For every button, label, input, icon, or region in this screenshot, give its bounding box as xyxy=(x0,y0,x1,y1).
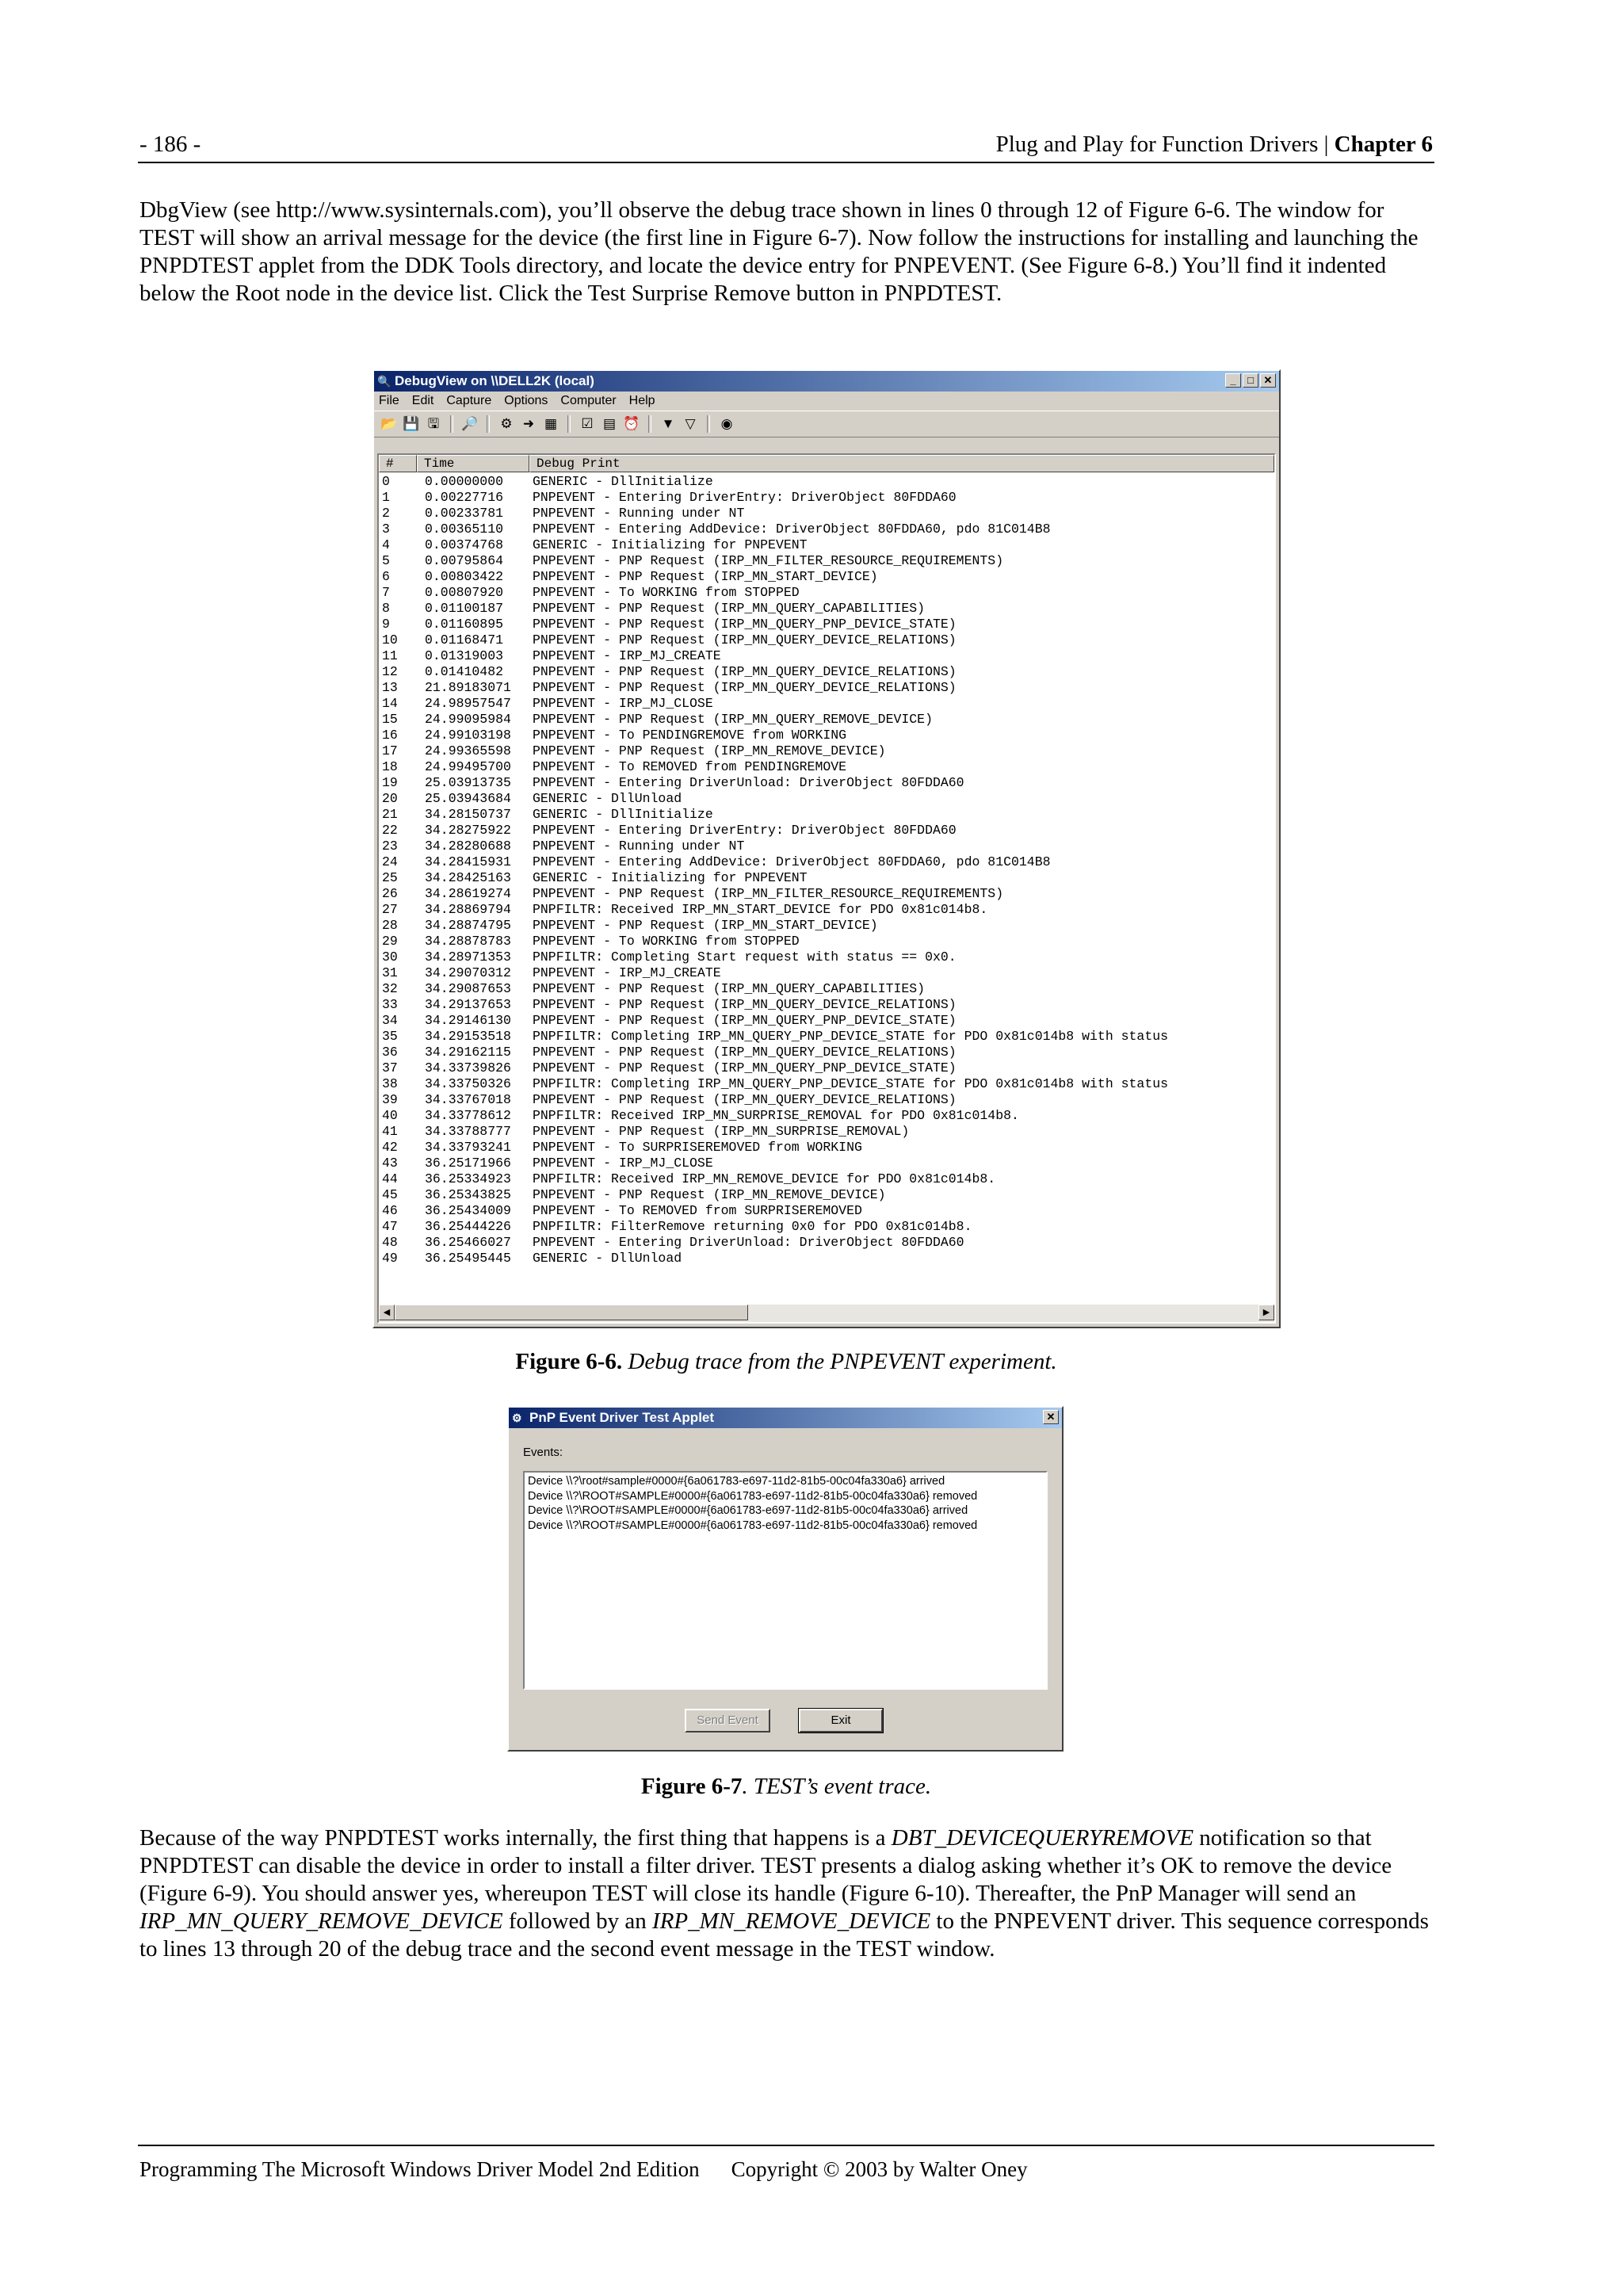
row-debug-print: PNPEVENT - PNP Request (IRP_MN_QUERY_DEVICE_RELATIONS) xyxy=(533,1092,957,1107)
table-row[interactable] xyxy=(379,648,1274,664)
events-list[interactable] xyxy=(523,1471,1048,1690)
row-time: 24.98957547 xyxy=(425,696,511,711)
row-time: 34.33767018 xyxy=(425,1092,511,1107)
row-number: 30 xyxy=(382,949,398,965)
table-row[interactable] xyxy=(379,490,1274,506)
table-row[interactable] xyxy=(379,521,1274,537)
window-controls xyxy=(1043,1410,1059,1424)
table-row[interactable] xyxy=(379,1156,1274,1171)
figure-6-6-caption xyxy=(139,1349,1433,1375)
toolbar-separator xyxy=(648,415,651,433)
row-number: 45 xyxy=(382,1187,398,1202)
row-debug-print: PNPEVENT - PNP Request (IRP_MN_QUERY_DEVICE_RELATIONS) xyxy=(533,997,957,1012)
highlight-icon[interactable]: ▽ xyxy=(685,416,696,431)
table-row[interactable] xyxy=(379,712,1274,728)
row-time: 34.33778612 xyxy=(425,1108,511,1123)
column-header-number[interactable]: # xyxy=(379,455,417,472)
footer-book-title: Programming The Microsoft Windows Driver Model 2nd Edition xyxy=(139,2157,700,2181)
table-row[interactable] xyxy=(379,506,1274,521)
row-time: 0.01168471 xyxy=(425,632,504,648)
row-time: 34.28874795 xyxy=(425,918,511,933)
row-number: 33 xyxy=(382,997,398,1012)
row-time: 36.25444226 xyxy=(425,1219,511,1234)
row-time: 0.01160895 xyxy=(425,617,504,632)
arrow-right-icon[interactable]: ➜ xyxy=(522,416,535,431)
table-row[interactable] xyxy=(379,1219,1274,1235)
row-debug-print: PNPEVENT - PNP Request (IRP_MN_FILTER_RESOURCE_REQUIREMENTS) xyxy=(533,886,1004,901)
table-row[interactable] xyxy=(379,569,1274,585)
row-number: 1 xyxy=(382,490,390,505)
row-number: 47 xyxy=(382,1219,398,1234)
page-footer xyxy=(139,2157,1028,2182)
row-debug-print: GENERIC - DllInitialize xyxy=(533,474,713,489)
row-debug-print: PNPFILTR: Received IRP_MN_START_DEVICE for PDO 0x81c014b8. xyxy=(533,902,988,917)
row-time: 34.33793241 xyxy=(425,1140,511,1155)
debugview-toolbar xyxy=(374,411,1279,437)
table-row[interactable] xyxy=(379,1108,1274,1124)
menu-item-options[interactable]: Options xyxy=(504,394,548,407)
table-row[interactable] xyxy=(379,474,1274,490)
row-time: 24.99095984 xyxy=(425,712,511,727)
row-number: 19 xyxy=(382,775,398,790)
row-debug-print: PNPEVENT - PNP Request (IRP_MN_QUERY_DEVICE_RELATIONS) xyxy=(533,1045,957,1060)
row-time: 34.29162115 xyxy=(425,1045,511,1060)
row-debug-print: PNPEVENT - PNP Request (IRP_MN_QUERY_PNP_DEVICE_STATE) xyxy=(533,1013,957,1028)
capture-kernel-icon[interactable]: ▦ xyxy=(544,416,558,431)
clear-display-icon[interactable]: ☑ xyxy=(581,416,594,431)
table-row[interactable] xyxy=(379,807,1274,823)
row-number: 25 xyxy=(382,870,398,885)
row-number: 2 xyxy=(382,506,390,521)
filter-icon[interactable]: ▼ xyxy=(661,416,675,431)
figure-6-7-caption xyxy=(139,1774,1433,1800)
running-title xyxy=(996,132,1433,158)
text-run: followed by an xyxy=(502,1908,653,1934)
row-debug-print: PNPEVENT - To WORKING from STOPPED xyxy=(533,585,800,600)
row-debug-print: PNPEVENT - PNP Request (IRP_MN_QUERY_DEVICE_RELATIONS) xyxy=(533,632,957,648)
row-number: 0 xyxy=(382,474,390,489)
row-time: 34.28415931 xyxy=(425,854,511,869)
table-row[interactable] xyxy=(379,823,1274,839)
debugview-title: DebugView on \\DELL2K (local) xyxy=(395,373,594,388)
binoculars-icon[interactable]: ◉ xyxy=(720,416,733,431)
open-folder-icon[interactable]: 📂 xyxy=(380,416,398,431)
toolbar-separator xyxy=(450,415,453,433)
row-debug-print: PNPEVENT - To SURPRISEREMOVED from WORKING xyxy=(533,1140,862,1155)
table-row[interactable] xyxy=(379,1013,1274,1029)
row-debug-print: PNPEVENT - To PENDINGREMOVE from WORKING xyxy=(533,728,847,743)
row-number: 10 xyxy=(382,632,398,648)
row-debug-print: PNPFILTR: Received IRP_MN_SURPRISE_REMOVAL for PDO 0x81c014b8. xyxy=(533,1108,1019,1123)
find-icon[interactable]: 🔎 xyxy=(461,416,479,431)
intro-paragraph: DbgView (see http://www.sysinternals.com), you’ll observe the debug trace shown in lines 0 through 12 of Figure 6-6. The window for TEST will show an arrival message for the device (the first line in Figure 6-7). Now follow the instructions for installing and launching the PNPDTEST applet from the DDK Tools directory, and locate the device entry for PNPEVENT. (See Figure 6-8.) You’ll find it indented below the Root node in the device list. Click the Test Surprise Remove button in PNPDTEST. xyxy=(139,197,1419,306)
table-row[interactable] xyxy=(379,949,1274,965)
row-time: 34.28619274 xyxy=(425,886,511,901)
row-number: 5 xyxy=(382,553,390,568)
table-row[interactable] xyxy=(379,997,1274,1013)
row-number: 31 xyxy=(382,965,398,980)
table-row[interactable] xyxy=(379,1076,1274,1092)
table-row[interactable] xyxy=(379,791,1274,807)
row-debug-print: PNPEVENT - To WORKING from STOPPED xyxy=(533,934,800,949)
scroll-left-icon[interactable]: ◀ xyxy=(379,1305,395,1320)
row-debug-print: GENERIC - Initializing for PNPEVENT xyxy=(533,537,808,552)
table-row[interactable] xyxy=(379,902,1274,918)
row-debug-print: PNPEVENT - IRP_MJ_CREATE xyxy=(533,965,721,980)
close-button[interactable]: ✕ xyxy=(1043,1410,1059,1424)
row-number: 34 xyxy=(382,1013,398,1028)
table-row[interactable] xyxy=(379,1029,1274,1045)
row-debug-print: PNPEVENT - PNP Request (IRP_MN_START_DEVICE) xyxy=(533,918,878,933)
row-number: 9 xyxy=(382,617,390,632)
save-log-icon[interactable]: 🖫 xyxy=(427,416,440,431)
italic-term: IRP_MN_REMOVE_DEVICE xyxy=(652,1908,931,1934)
row-time: 0.01100187 xyxy=(425,601,504,616)
row-number: 16 xyxy=(382,728,398,743)
toolbar-separator xyxy=(487,415,490,433)
toolbar-separator xyxy=(707,415,710,433)
menu-item-help[interactable]: Help xyxy=(628,394,655,407)
row-number: 18 xyxy=(382,759,398,774)
row-number: 3 xyxy=(382,521,390,537)
table-row[interactable] xyxy=(379,775,1274,791)
row-time: 0.01319003 xyxy=(425,648,504,663)
row-number: 44 xyxy=(382,1171,398,1186)
header-rule xyxy=(138,162,1434,163)
table-row[interactable] xyxy=(379,759,1274,775)
row-time: 36.25334923 xyxy=(425,1171,511,1186)
row-number: 42 xyxy=(382,1140,398,1155)
row-number: 21 xyxy=(382,807,398,822)
row-number: 37 xyxy=(382,1060,398,1075)
magnifier-app-icon: 🔍 xyxy=(377,375,391,388)
row-debug-print: PNPEVENT - PNP Request (IRP_MN_QUERY_PNP_DEVICE_STATE) xyxy=(533,617,957,632)
table-row[interactable] xyxy=(379,1187,1274,1203)
list-item[interactable]: Device \\?\ROOT#SAMPLE#0000#{6a061783-e697-11d2-81b5-00c04fa330a6} removed xyxy=(528,1519,978,1532)
table-row[interactable] xyxy=(379,918,1274,934)
text-run: Because of the way PNPDTEST works internally, the first thing that happens is a xyxy=(139,1825,892,1851)
row-number: 6 xyxy=(382,569,390,584)
row-debug-print: PNPEVENT - IRP_MJ_CREATE xyxy=(533,648,721,663)
row-number: 24 xyxy=(382,854,398,869)
close-button[interactable]: ✕ xyxy=(1260,373,1276,388)
row-time: 34.29137653 xyxy=(425,997,511,1012)
maximize-button[interactable]: □ xyxy=(1243,373,1258,388)
row-time: 24.99103198 xyxy=(425,728,511,743)
row-debug-print: PNPFILTR: Completing Start request with status == 0x0. xyxy=(533,949,957,965)
figure-label: Figure 6-7 xyxy=(640,1774,743,1799)
row-time: 34.28275922 xyxy=(425,823,511,838)
table-row[interactable] xyxy=(379,839,1274,854)
row-time: 0.00374768 xyxy=(425,537,504,552)
scroll-right-icon[interactable]: ▶ xyxy=(1258,1305,1274,1320)
table-row[interactable] xyxy=(379,1092,1274,1108)
row-number: 7 xyxy=(382,585,390,600)
row-debug-print: GENERIC - DllUnload xyxy=(533,791,682,806)
table-row[interactable] xyxy=(379,1140,1274,1156)
figure-text: . TEST’s event trace. xyxy=(742,1774,932,1799)
footer-copyright: Copyright © 2003 by Walter Oney xyxy=(731,2157,1028,2181)
table-row[interactable] xyxy=(379,680,1274,696)
row-time: 34.28971353 xyxy=(425,949,511,965)
row-debug-print: PNPFILTR: Received IRP_MN_REMOVE_DEVICE for PDO 0x81c014b8. xyxy=(533,1171,996,1186)
row-debug-print: PNPFILTR: Completing IRP_MN_QUERY_PNP_DEVICE_STATE for PDO 0x81c014b8 with status xyxy=(533,1029,1169,1044)
column-header-debug-print[interactable]: Debug Print xyxy=(529,455,1274,472)
row-time: 34.28869794 xyxy=(425,902,511,917)
row-time: 34.33739826 xyxy=(425,1060,511,1075)
text-run: notification so that PNPDTEST can disable the device in order to install a filter driver. TEST presents a dialog asking whether it’s OK to remove the device (Figure 6-9). You should answer yes, whereupon TEST will close its handle (Figure 6-10). Thereafter, the PnP Manager will send an xyxy=(139,1825,1392,1906)
row-time: 0.00000000 xyxy=(425,474,504,489)
row-time: 24.99495700 xyxy=(425,759,511,774)
row-number: 20 xyxy=(382,791,398,806)
table-row[interactable] xyxy=(379,1251,1274,1266)
row-debug-print: PNPEVENT - Entering DriverUnload: DriverObject 80FDDA60 xyxy=(533,775,964,790)
row-number: 22 xyxy=(382,823,398,838)
row-number: 49 xyxy=(382,1251,398,1266)
row-number: 12 xyxy=(382,664,398,679)
row-debug-print: PNPEVENT - PNP Request (IRP_MN_QUERY_CAPABILITIES) xyxy=(533,601,926,616)
time-format-icon[interactable]: ▤ xyxy=(602,416,617,431)
closing-paragraph xyxy=(139,1824,1433,1963)
running-title-text: Plug and Play for Function Drivers | xyxy=(995,132,1335,157)
debug-rows xyxy=(379,472,1274,1266)
pnp-applet-titlebar[interactable] xyxy=(509,1408,1062,1428)
row-debug-print: PNPEVENT - IRP_MJ_CLOSE xyxy=(533,696,713,711)
table-row[interactable] xyxy=(379,696,1274,712)
page-number: - 186 - xyxy=(139,132,201,157)
capture-gear-icon[interactable]: ⚙ xyxy=(500,416,513,431)
row-number: 14 xyxy=(382,696,398,711)
row-number: 8 xyxy=(382,601,390,616)
row-number: 38 xyxy=(382,1076,398,1091)
row-debug-print: PNPEVENT - Entering DriverUnload: DriverObject 80FDDA60 xyxy=(533,1235,964,1250)
scrollbar-thumb[interactable] xyxy=(395,1305,748,1320)
table-row[interactable] xyxy=(379,553,1274,569)
row-debug-print: GENERIC - Initializing for PNPEVENT xyxy=(533,870,808,885)
italic-term: DBT_DEVICEQUERYREMOVE xyxy=(891,1825,1194,1851)
column-headers xyxy=(379,455,1274,472)
row-number: 46 xyxy=(382,1203,398,1218)
pnp-applet-window xyxy=(507,1406,1064,1752)
row-debug-print: PNPEVENT - IRP_MJ_CLOSE xyxy=(533,1156,713,1171)
row-debug-print: PNPEVENT - PNP Request (IRP_MN_QUERY_REMOVE_DEVICE) xyxy=(533,712,933,727)
horizontal-scrollbar[interactable] xyxy=(379,1305,1274,1322)
events-label: Events: xyxy=(523,1446,563,1459)
row-time: 0.01410482 xyxy=(425,664,504,679)
row-time: 0.00227716 xyxy=(425,490,504,505)
menu-item-edit[interactable]: Edit xyxy=(411,394,434,407)
row-debug-print: GENERIC - DllUnload xyxy=(533,1251,682,1266)
row-time: 34.29087653 xyxy=(425,981,511,996)
row-debug-print: PNPEVENT - To REMOVED from SURPRISEREMOVED xyxy=(533,1203,862,1218)
table-row[interactable] xyxy=(379,1060,1274,1076)
row-time: 0.00365110 xyxy=(425,521,504,537)
row-debug-print: PNPEVENT - To REMOVED from PENDINGREMOVE xyxy=(533,759,847,774)
row-time: 25.03913735 xyxy=(425,775,511,790)
footer-rule xyxy=(138,2145,1434,2146)
row-time: 36.25171966 xyxy=(425,1156,511,1171)
text-run: to the PNPEVENT driver. This sequence corresponds to lines 13 through 20 of the debug trace and the second event message in the TEST window. xyxy=(139,1908,1429,1962)
row-debug-print: PNPEVENT - Running under NT xyxy=(533,506,745,521)
table-row[interactable] xyxy=(379,601,1274,617)
toolbar-separator xyxy=(567,415,571,433)
row-time: 24.99365598 xyxy=(425,743,511,758)
row-number: 43 xyxy=(382,1156,398,1171)
row-debug-print: PNPEVENT - PNP Request (IRP_MN_QUERY_PNP_DEVICE_STATE) xyxy=(533,1060,957,1075)
row-time: 34.29153518 xyxy=(425,1029,511,1044)
table-row[interactable] xyxy=(379,537,1274,553)
row-time: 34.29146130 xyxy=(425,1013,511,1028)
figure-label: Figure 6-6. xyxy=(515,1349,623,1374)
minimize-button[interactable]: _ xyxy=(1225,373,1241,388)
debug-output-list[interactable] xyxy=(377,453,1276,1324)
row-time: 34.28878783 xyxy=(425,934,511,949)
table-row[interactable] xyxy=(379,1171,1274,1187)
row-number: 26 xyxy=(382,886,398,901)
row-debug-print: PNPEVENT - Entering AddDevice: DriverObject 80FDDA60, pdo 81C014B8 xyxy=(533,854,1051,869)
debugview-window xyxy=(372,369,1281,1328)
table-row[interactable] xyxy=(379,664,1274,680)
row-time: 36.25434009 xyxy=(425,1203,511,1218)
row-time: 34.28280688 xyxy=(425,839,511,854)
row-time: 36.25466027 xyxy=(425,1235,511,1250)
table-row[interactable] xyxy=(379,934,1274,949)
row-time: 34.28425163 xyxy=(425,870,511,885)
row-number: 29 xyxy=(382,934,398,949)
row-number: 39 xyxy=(382,1092,398,1107)
row-time: 34.33788777 xyxy=(425,1124,511,1139)
table-row[interactable] xyxy=(379,1203,1274,1219)
row-number: 23 xyxy=(382,839,398,854)
row-debug-print: PNPFILTR: Completing IRP_MN_QUERY_PNP_DEVICE_STATE for PDO 0x81c014b8 with status xyxy=(533,1076,1169,1091)
row-number: 17 xyxy=(382,743,398,758)
row-debug-print: GENERIC - DllInitialize xyxy=(533,807,713,822)
table-row[interactable] xyxy=(379,1045,1274,1060)
row-debug-print: PNPEVENT - Entering AddDevice: DriverObject 80FDDA60, pdo 81C014B8 xyxy=(533,521,1051,537)
italic-term: IRP_MN_QUERY_REMOVE_DEVICE xyxy=(139,1908,503,1934)
row-time: 36.25495445 xyxy=(425,1251,511,1266)
row-time: 34.29070312 xyxy=(425,965,511,980)
table-row[interactable] xyxy=(379,981,1274,997)
row-number: 4 xyxy=(382,537,390,552)
window-controls xyxy=(1225,373,1276,388)
menu-item-computer[interactable]: Computer xyxy=(560,394,617,407)
row-number: 41 xyxy=(382,1124,398,1139)
row-number: 27 xyxy=(382,902,398,917)
row-time: 0.00795864 xyxy=(425,553,504,568)
table-row[interactable] xyxy=(379,585,1274,601)
debugview-menubar xyxy=(374,392,1279,411)
row-debug-print: PNPFILTR: FilterRemove returning 0x0 for PDO 0x81c014b8. xyxy=(533,1219,972,1234)
menu-item-capture[interactable]: Capture xyxy=(446,394,492,407)
row-time: 34.33750326 xyxy=(425,1076,511,1091)
row-time: 0.00807920 xyxy=(425,585,504,600)
applet-app-icon: ⚙ xyxy=(512,1412,522,1424)
row-debug-print: PNPEVENT - PNP Request (IRP_MN_REMOVE_DEVICE) xyxy=(533,743,886,758)
save-disk-icon[interactable]: 💾 xyxy=(403,416,420,431)
row-debug-print: PNPEVENT - PNP Request (IRP_MN_QUERY_DEVICE_RELATIONS) xyxy=(533,664,957,679)
list-item[interactable]: Device \\?\root#sample#0000#{6a061783-e697-11d2-81b5-00c04fa330a6} arrived xyxy=(528,1475,945,1488)
row-time: 36.25343825 xyxy=(425,1187,511,1202)
row-time: 0.00233781 xyxy=(425,506,504,521)
row-debug-print: PNPEVENT - PNP Request (IRP_MN_START_DEVICE) xyxy=(533,569,878,584)
debugview-titlebar[interactable] xyxy=(374,371,1279,392)
row-number: 11 xyxy=(382,648,398,663)
table-row[interactable] xyxy=(379,886,1274,902)
table-row[interactable] xyxy=(379,1124,1274,1140)
send-event-button[interactable]: Send Event xyxy=(685,1709,770,1733)
row-debug-print: PNPEVENT - Entering DriverEntry: DriverObject 80FDDA60 xyxy=(533,490,957,505)
clock-icon[interactable]: ⏰ xyxy=(623,416,640,431)
menu-item-file[interactable]: File xyxy=(379,394,399,407)
row-number: 40 xyxy=(382,1108,398,1123)
running-header xyxy=(139,132,1433,163)
row-debug-print: PNPEVENT - PNP Request (IRP_MN_REMOVE_DEVICE) xyxy=(533,1187,886,1202)
table-row[interactable] xyxy=(379,617,1274,632)
running-chapter: Chapter 6 xyxy=(1334,132,1433,157)
row-number: 32 xyxy=(382,981,398,996)
row-number: 15 xyxy=(382,712,398,727)
row-debug-print: PNPEVENT - PNP Request (IRP_MN_SURPRISE_REMOVAL) xyxy=(533,1124,910,1139)
table-row[interactable] xyxy=(379,1235,1274,1251)
table-row[interactable] xyxy=(379,854,1274,870)
pnp-applet-title: PnP Event Driver Test Applet xyxy=(529,1410,715,1425)
row-debug-print: PNPEVENT - Entering DriverEntry: DriverObject 80FDDA60 xyxy=(533,823,957,838)
row-number: 13 xyxy=(382,680,398,695)
row-number: 36 xyxy=(382,1045,398,1060)
table-row[interactable] xyxy=(379,965,1274,981)
list-item[interactable]: Device \\?\ROOT#SAMPLE#0000#{6a061783-e697-11d2-81b5-00c04fa330a6} arrived xyxy=(528,1504,968,1517)
row-time: 34.28150737 xyxy=(425,807,511,822)
row-time: 0.00803422 xyxy=(425,569,504,584)
row-number: 28 xyxy=(382,918,398,933)
row-debug-print: PNPEVENT - PNP Request (IRP_MN_FILTER_RESOURCE_REQUIREMENTS) xyxy=(533,553,1004,568)
row-debug-print: PNPEVENT - PNP Request (IRP_MN_QUERY_CAPABILITIES) xyxy=(533,981,926,996)
column-header-time[interactable]: Time xyxy=(417,455,529,472)
exit-button[interactable]: Exit xyxy=(799,1709,883,1733)
row-debug-print: PNPEVENT - Running under NT xyxy=(533,839,745,854)
table-row[interactable] xyxy=(379,743,1274,759)
figure-text: Debug trace from the PNPEVENT experiment. xyxy=(622,1349,1057,1374)
row-debug-print: PNPEVENT - PNP Request (IRP_MN_QUERY_DEVICE_RELATIONS) xyxy=(533,680,957,695)
table-row[interactable] xyxy=(379,870,1274,886)
row-number: 48 xyxy=(382,1235,398,1250)
row-time: 21.89183071 xyxy=(425,680,511,695)
row-number: 35 xyxy=(382,1029,398,1044)
table-row[interactable] xyxy=(379,728,1274,743)
row-time: 25.03943684 xyxy=(425,791,511,806)
table-row[interactable] xyxy=(379,632,1274,648)
list-item[interactable]: Device \\?\ROOT#SAMPLE#0000#{6a061783-e697-11d2-81b5-00c04fa330a6} removed xyxy=(528,1489,978,1503)
